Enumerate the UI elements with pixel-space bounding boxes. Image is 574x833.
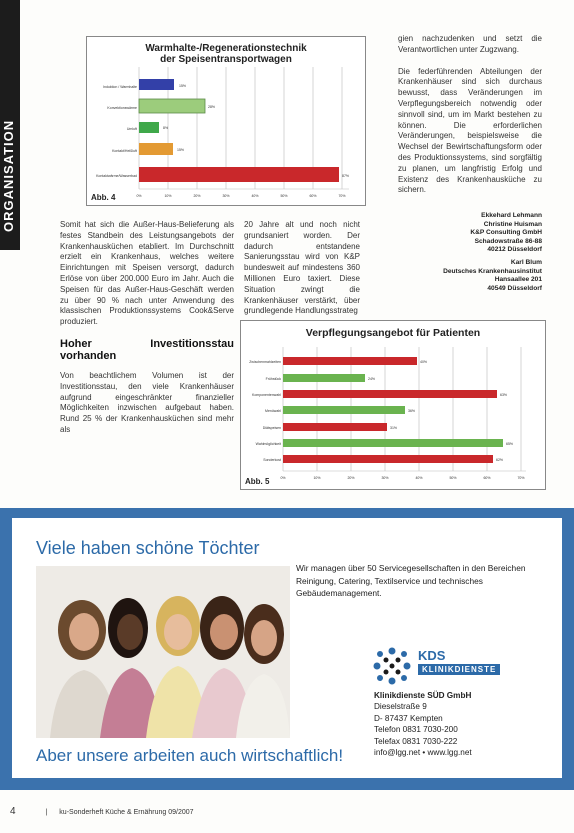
contact-street: Schadowstraße 86-88	[474, 237, 542, 245]
svg-text:28%: 28%	[208, 105, 216, 109]
ad-tagline: Aber unsere arbeiten auch wirtschaftlich!	[36, 746, 344, 765]
svg-text:15%: 15%	[177, 148, 185, 152]
left-paragraph-1: Somit hat sich die Außer-Haus-Belieferung als festes Standbein des Leistungsangebots der Krankenhausküchen etabliert. Im Durchschnitt erzielt ein Krankenhaus, welches weitere Einrichtungen mit Speisen versorgt, dadurch Erlöse von über 200.000 Euro im Jahr. Auch die Speisen für das Außer-Haus-Geschäft werden zu über 90 % nach unter Anwendung des klassischen Produktionssystems Cook&Serve produziert.	[60, 220, 234, 327]
bar	[139, 99, 205, 113]
svg-text:20%: 20%	[193, 194, 201, 198]
section-label: ORGANISATION	[1, 119, 16, 232]
bar	[283, 374, 365, 382]
svg-text:40%: 40%	[415, 476, 423, 480]
section-tab	[0, 0, 20, 250]
svg-text:50%: 50%	[449, 476, 457, 480]
svg-text:40%: 40%	[420, 360, 428, 364]
svg-text:10%: 10%	[313, 476, 321, 480]
svg-text:Wahlmöglichkeit: Wahlmöglichkeit	[255, 442, 281, 446]
bar	[283, 357, 417, 365]
ad-description: Wir managen über 50 Servicegesellschaften in den Bereichen Reinigung, Catering, Textilservice und technisches Gebäudemanagement.	[296, 563, 526, 598]
svg-text:62%: 62%	[496, 458, 504, 462]
svg-text:15%: 15%	[179, 84, 187, 88]
svg-text:Diätspeisen: Diätspeisen	[262, 426, 281, 430]
left-column-text	[60, 220, 234, 436]
svg-text:30%: 30%	[222, 194, 230, 198]
page-number: 4	[10, 806, 16, 817]
svg-text:Sonderkost: Sonderkost	[263, 458, 281, 462]
advertisement	[0, 508, 574, 790]
svg-text:65%: 65%	[506, 442, 514, 446]
svg-text:87%: 87%	[342, 174, 350, 178]
figure-5-title: Verpflegungsangebot für Patienten	[305, 327, 481, 339]
figure-5-chart	[240, 320, 546, 490]
svg-text:70%: 70%	[517, 476, 525, 480]
contact-name-2: Christine Huisman	[483, 220, 542, 228]
svg-text:63%: 63%	[500, 393, 508, 397]
kds-logo-subtitle: KLINIKDIENSTE	[418, 664, 500, 675]
svg-text:8%: 8%	[163, 126, 169, 130]
address-city: D- 87437 Kempten	[374, 713, 443, 723]
middle-column-text	[244, 220, 360, 317]
left-paragraph-2: Von beachtlichem Volumen ist der Investitionsstau, den viele Krankenhäuser aufgrund eingeschränkter finanzieller Möglichkeiten inzwischen aufgebaut haben. Rund 25 % der Krankenhausküchen sind mehr als	[60, 370, 234, 434]
svg-text:20%: 20%	[347, 476, 355, 480]
ad-photo	[36, 566, 290, 738]
svg-text:24%: 24%	[368, 377, 376, 381]
bar	[283, 406, 405, 414]
bar	[283, 390, 497, 398]
svg-text:60%: 60%	[309, 194, 317, 198]
contact-name: Karl Blum	[510, 258, 542, 266]
bar	[283, 423, 387, 431]
svg-text:50%: 50%	[280, 194, 288, 198]
svg-text:10%: 10%	[164, 194, 172, 198]
address-phone: Telefon 0831 7030-200	[374, 725, 458, 735]
right-paragraph-1: gien nachzudenken und setzt die Verantwortlichen unter Zugzwang.	[398, 34, 542, 54]
svg-text:40%: 40%	[251, 194, 259, 198]
svg-text:Menüwahl: Menüwahl	[265, 409, 281, 413]
contact-org: K&P Consulting GmbH	[470, 229, 542, 237]
svg-text:70%: 70%	[338, 194, 346, 198]
svg-text:Zwischenmahlzeiten: Zwischenmahlzeiten	[249, 360, 281, 364]
kds-logo-title: KDS	[418, 648, 446, 663]
figure-5-label: Abb. 5	[245, 477, 270, 486]
svg-text:Umluft: Umluft	[126, 127, 137, 131]
middle-paragraph: 20 Jahre alt und noch nicht grundsaniert worden. Der dadurch entstandene Sanierungsstau wird von K&P bundesweit auf mindestens 360 Millionen Euro taxiert. Diese Situation zwingt die Krankenhäuser verstärkt, über grundlegende Handlungsstrateg	[244, 220, 360, 316]
svg-text:30%: 30%	[381, 476, 389, 480]
contact-2	[400, 259, 542, 293]
contact-city: 40212 Düsseldorf	[487, 246, 542, 254]
kds-logo-icon	[372, 646, 412, 686]
bar	[139, 79, 174, 90]
svg-text:36%: 36%	[408, 409, 416, 413]
right-column-text	[398, 34, 542, 196]
ad-address	[374, 690, 472, 758]
svg-text:31%: 31%	[390, 426, 398, 430]
author-contacts	[400, 212, 542, 297]
svg-text:0%: 0%	[136, 194, 142, 198]
contact-org: Deutsches Krankenhausinstitut	[443, 267, 542, 275]
svg-text:Frühstück: Frühstück	[265, 377, 281, 381]
svg-text:60%: 60%	[483, 476, 491, 480]
svg-text:Induktion / Warmhalte: Induktion / Warmhalte	[103, 85, 137, 89]
figure-4-label: Abb. 4	[91, 193, 116, 202]
contact-city: 40549 Düsseldorf	[487, 284, 542, 292]
contact-street: Hansaallee 201	[494, 276, 542, 284]
bar	[139, 143, 173, 155]
svg-text:0%: 0%	[280, 476, 286, 480]
ad-panel	[12, 518, 562, 778]
svg-text:Komponentenwahl: Komponentenwahl	[252, 393, 281, 397]
publication-name: ku-Sonderheft Küche & Ernährung 09/2007	[59, 809, 194, 816]
photo-women-illustration	[36, 566, 290, 738]
contact-1	[400, 212, 542, 255]
address-fax: Telefax 0831 7030-222	[374, 736, 458, 746]
svg-text:Konvektionswärme: Konvektionswärme	[107, 106, 137, 110]
figure-4-plot	[87, 65, 365, 205]
svg-text:Kontaktwärme/Wasserbad: Kontaktwärme/Wasserbad	[96, 174, 137, 178]
right-paragraph-2: Die federführenden Abteilungen der Krankenhäuser sind sich durchaus bewusst, dass Veränderungen im Verpflegungsbereich notwendig oder sinnvoll sind, um im Markt bestehen zu können. Die erforderlichen Veränderungen, beispielsweise die Wechsel der Bewirtschaftungsform oder des Produktionssystems, sind sorgfältig zu planen, um langfristig Erfolg und Existenz des Krankenhausküche zu sichern.	[398, 66, 542, 195]
ad-headline: Viele haben schöne Töchter	[36, 538, 260, 558]
figure-4-title	[87, 43, 365, 65]
bar	[283, 439, 503, 447]
address-web-link[interactable]: info@lgg.net • www.lgg.net	[374, 748, 472, 758]
address-company: Klinikdienste SÜD GmbH	[374, 691, 472, 700]
address-street: Dieselstraße 9	[374, 702, 427, 712]
figure-4-title-line2: der Speisentransportwagen	[160, 54, 292, 65]
footer-divider: |	[45, 809, 48, 816]
figure-4-chart	[86, 36, 366, 206]
svg-text:Kontakt/Heißluft: Kontakt/Heißluft	[112, 149, 137, 153]
figure-4-title-line1: Warmhalte-/Regenerationstechnik	[145, 43, 307, 54]
section-heading: Hoher Investitionsstau vorhanden	[60, 337, 234, 363]
page-footer	[10, 806, 194, 817]
contact-name: Ekkehard Lehmann	[481, 212, 542, 219]
bar	[139, 122, 159, 133]
bar	[139, 167, 339, 182]
figure-5-plot	[241, 343, 545, 491]
bar	[283, 455, 493, 463]
